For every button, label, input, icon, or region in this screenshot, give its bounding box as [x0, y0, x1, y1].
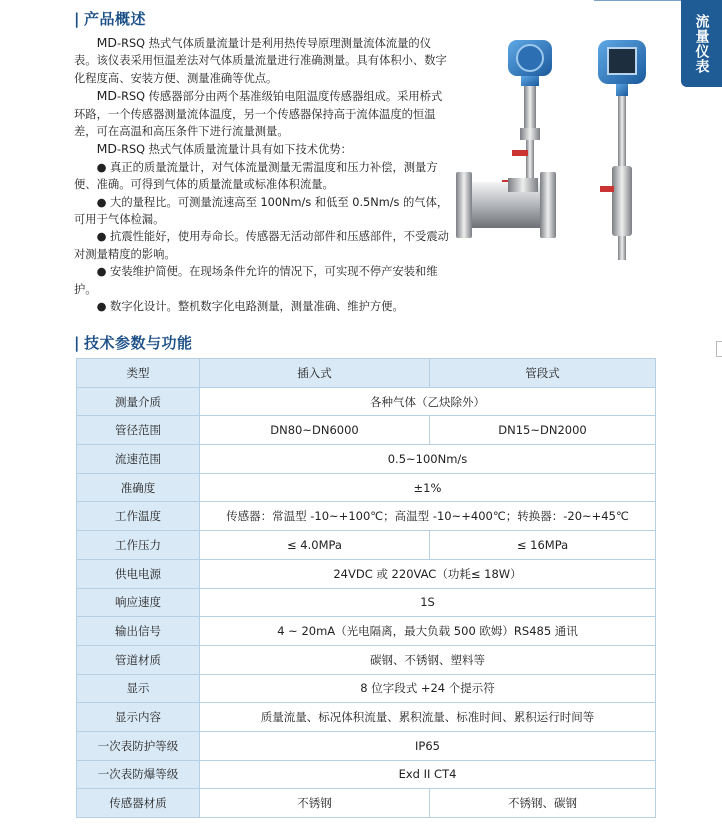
row-value: 4 ~ 20mA（光电隔离，最大负载 500 欧姆）RS485 通讯 — [200, 617, 656, 646]
table-row — [77, 760, 656, 789]
advantage-item: ● 安装维护简便。在现场条件允许的情况下，可实现不停产安装和维护。 — [74, 265, 438, 296]
description-paragraph-3 — [74, 140, 449, 158]
table-row — [77, 645, 656, 674]
table-row — [77, 445, 656, 474]
section-title-specs-text: 技术参数与功能 — [83, 334, 193, 352]
pipe-section-flowmeter — [456, 40, 556, 238]
row-label: 管径范围 — [77, 416, 200, 445]
row-label: 响应速度 — [77, 588, 200, 617]
section-title-overview-text: 产品概述 — [83, 10, 146, 28]
title-bar-mark: | — [74, 10, 80, 28]
row-value-insertion: ≤ 4.0MPa — [200, 531, 430, 560]
table-row — [77, 731, 656, 760]
header-type: 类型 — [77, 359, 200, 388]
header-pipe-section: 管段式 — [430, 359, 656, 388]
row-value: 0.5~100Nm/s — [200, 445, 656, 474]
scroll-tab-handle[interactable] — [716, 341, 722, 357]
row-value: ±1% — [200, 473, 656, 502]
table-row — [77, 502, 656, 531]
row-label: 一次表防护等级 — [77, 731, 200, 760]
row-label: 工作压力 — [77, 531, 200, 560]
row-label: 管道材质 — [77, 645, 200, 674]
advantage-item: ● 大的量程比。可测量流速高至 100Nm/s 和低至 0.5Nm/s 的气体，可用于气体检漏。 — [74, 195, 449, 227]
row-value: IP65 — [200, 731, 656, 760]
table-header-row — [77, 359, 656, 388]
advantage-item: ● 抗震性能好，使用寿命长。传感器无活动部件和压感部件，不受震动对测量精度的影响。 — [74, 230, 449, 261]
row-label: 准确度 — [77, 473, 200, 502]
side-tab-label: 流量仪表 — [693, 13, 710, 74]
row-label: 工作温度 — [77, 502, 200, 531]
table-row — [77, 789, 656, 818]
model-prefix: MD — [96, 88, 118, 104]
description-p3-text: -RSQ 热式气体质量流量计具有如下技术优势： — [117, 143, 352, 157]
description-paragraph-1 — [74, 34, 449, 87]
header-insertion: 插入式 — [200, 359, 430, 388]
row-label: 传感器材质 — [77, 789, 200, 818]
row-value-pipe-section: ≤ 16MPa — [430, 531, 656, 560]
description-p1-text: -RSQ 热式气体质量流量计是利用热传导原理测量流体流量的仪表。该仪表采用恒温差法对气体质量流量进行准确测量。具有体积小、数字化程度高、安装方便、测量准确等优点。 — [74, 37, 447, 85]
table-row — [77, 674, 656, 703]
row-value: 8 位字段式 +24 个提示符 — [200, 674, 656, 703]
product-description — [74, 34, 449, 316]
row-value: 各种气体（乙炔除外） — [200, 387, 656, 416]
row-label: 供电电源 — [77, 559, 200, 588]
description-paragraph-2 — [74, 87, 449, 140]
section-title-overview — [74, 8, 146, 29]
model-prefix: MD — [96, 35, 118, 50]
insertion-flowmeter — [598, 40, 646, 260]
row-label: 显示内容 — [77, 703, 200, 732]
row-value: 1S — [200, 588, 656, 617]
row-label: 一次表防爆等级 — [77, 760, 200, 789]
section-title-specs — [74, 332, 193, 353]
table-row — [77, 531, 656, 560]
row-value: 质量流量、标况体积流量、累积流量、标准时间、累积运行时间等 — [200, 703, 656, 732]
table-row — [77, 559, 656, 588]
row-value-pipe-section: DN15~DN2000 — [430, 416, 656, 445]
row-value: Exd II CT4 — [200, 760, 656, 789]
row-value-insertion: 不锈钢 — [200, 789, 430, 818]
table-row — [77, 617, 656, 646]
advantage-item: ● 真正的质量流量计，对气体流量测量无需温度和压力补偿，测量方便、准确。可得到气体的质量流量或标准体积流量。 — [74, 160, 438, 192]
row-label: 显示 — [77, 674, 200, 703]
top-divider-line — [594, 0, 684, 1]
table-row — [77, 416, 656, 445]
advantage-item: ● 数字化设计。整机数字化电路测量，测量准确、维护方便。 — [96, 300, 404, 314]
row-value: 传感器：常温型 -10~+100℃；高温型 -10~+400℃；转换器：-20~+45℃ — [200, 502, 656, 531]
description-p2-text: -RSQ 传感器部分由两个基准级铂电阻温度传感器组成。采用桥式环路，一个传感器测量流体温度，另一个传感器保持高于流体温度的恒温差，可在高温和高压条件下进行流量测量。 — [74, 90, 443, 139]
row-value-pipe-section: 不锈钢、碳钢 — [430, 789, 656, 818]
row-label: 输出信号 — [77, 617, 200, 646]
table-row — [77, 588, 656, 617]
row-value-insertion: DN80~DN6000 — [200, 416, 430, 445]
row-value: 碳钢、不锈钢、塑料等 — [200, 645, 656, 674]
row-label: 流速范围 — [77, 445, 200, 474]
table-row — [77, 387, 656, 416]
row-value: 24VDC 或 220VAC（功耗≤ 18W） — [200, 559, 656, 588]
table-row — [77, 473, 656, 502]
side-tab-flow-instruments[interactable] — [681, 0, 722, 87]
flowmeter-product-image — [450, 32, 670, 272]
spec-table — [76, 358, 656, 818]
row-label: 测量介质 — [77, 387, 200, 416]
table-row — [77, 703, 656, 732]
model-prefix: MD — [96, 141, 118, 157]
title-bar-mark: | — [74, 334, 80, 352]
